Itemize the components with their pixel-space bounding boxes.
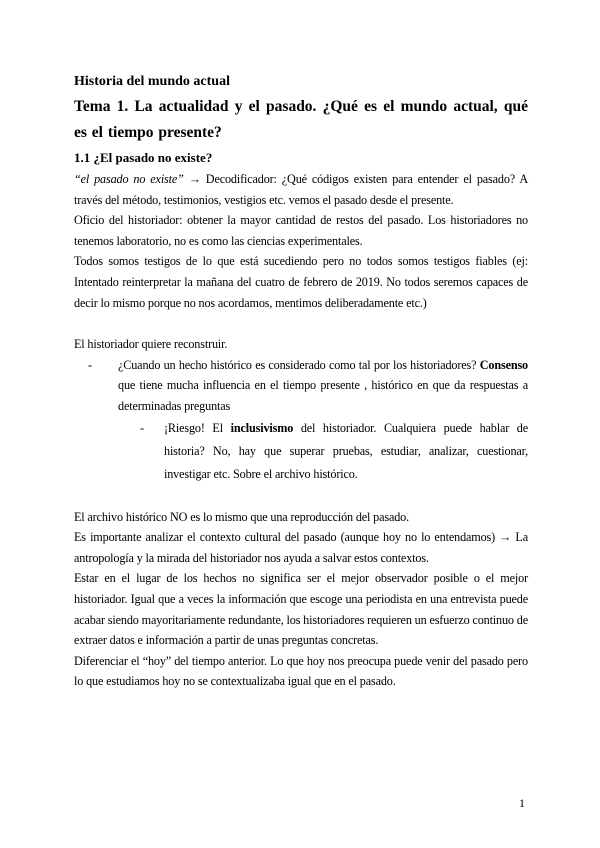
section-title: 1.1 ¿El pasado no existe? [74, 150, 213, 165]
document-title: Historia del mundo actual [74, 74, 230, 89]
quote-text: “el pasado no existe” [74, 172, 184, 186]
sub-bullet-list [118, 417, 528, 486]
document-page [74, 70, 528, 692]
bullet-dash: - [140, 420, 144, 435]
paragraph-oficio: Oficio del historiador: obtener la mayor cantidad de restos del pasado. Los historiadores no tenemos laboratorio, no es como las ciencias experimentales. [74, 213, 528, 248]
bold-term: inclusivismo [230, 420, 294, 435]
paragraph-testigos: Todos somos testigos de lo que está sucediendo pero no todos somos testigos fiables (ej: Intentado reinterpretar la mañana del cuatro de febrero de 2019. No todos seremos capaces de decir lo mismo porque no nos acordamos, mentimos deliberadamente etc.) [74, 254, 528, 310]
list-item-text: ¿Cuando un hecho histórico es considerado como tal por los historiadores? [118, 357, 480, 372]
paragraph-text: → Decodificador: ¿Qué códigos existen para entender el pasado? A través del método, testimonios, vestigios etc. vemos el pasado desde el presente. [74, 172, 528, 207]
paragraph-reconstruir: El historiador quiere reconstruir. [74, 337, 228, 352]
page-number: 1 [519, 796, 525, 810]
list-item [88, 355, 528, 486]
paragraph-observador: Estar en el lugar de los hechos no significa ser el mejor observador posible o el mejor historiador. Igual que a veces la información que escoge una periodista en una entrevista puede acabar siendo mayoritariamente redundante, los historiadores requieren un esfuerzo continuo de extraer datos e información a partir de unas preguntas concretas. [74, 571, 528, 648]
tema-title: Tema 1. La actualidad y el pasado. ¿Qué es el mundo actual, qué es el tiempo presente? [74, 98, 528, 141]
list-item-text: del historiador. Cualquiera puede hablar de historia? No, hay que superar pruebas, estudiar, analizar, cuestionar, investigar etc. Sobre el archivo histórico. [164, 420, 528, 481]
blank-line [74, 313, 528, 334]
list-item-text: ¡Riesgo! El [164, 420, 231, 435]
paragraph-contexto: Es importante analizar el contexto cultural del pasado (aunque hoy no lo entendamos) → La antropología y la mirada del historiador nos ayuda a salvar estos contextos. [74, 530, 528, 565]
bullet-dash: - [88, 357, 92, 372]
bold-term: Consenso [479, 357, 528, 372]
sub-list-item [140, 417, 528, 486]
bullet-list [74, 355, 528, 486]
list-item-text: que tiene mucha influencia en el tiempo presente , histórico en que da respuestas a determinadas preguntas [118, 378, 528, 413]
paragraph-hoy: Diferenciar el “hoy” del tiempo anterior. Lo que hoy nos preocupa puede venir del pasado pero lo que estudiamos hoy no se contextualizaba igual que en el pasado. [74, 653, 528, 689]
paragraph-archivo: El archivo histórico NO es lo mismo que una reproducción del pasado. [74, 509, 410, 524]
paragraph-decodificador [74, 169, 528, 210]
blank-line [74, 486, 528, 507]
